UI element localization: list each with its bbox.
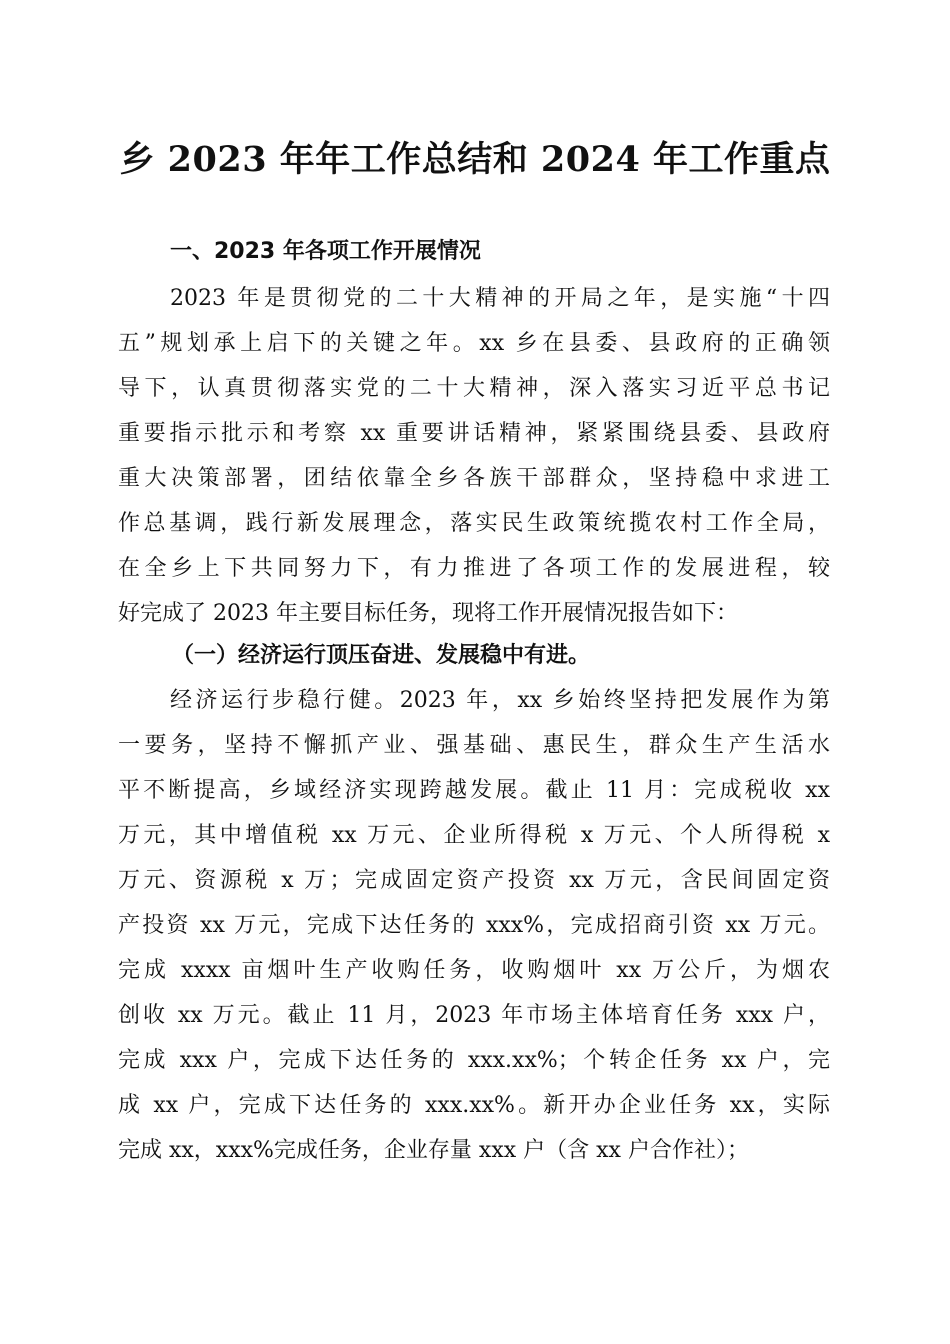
paragraph-line: 创收 xx 万元。截止 11 月，2023 年市场主体培育任务 xxx 户， — [118, 1003, 830, 1028]
paragraph-line: 重要指示批示和考察 xx 重要讲话精神，紧紧围绕县委、县政府 — [118, 421, 830, 446]
paragraph-line: 一要务，坚持不懈抓产业、强基础、惠民生，群众生产生活水 — [118, 733, 830, 758]
sub-heading-economy: （一）经济运行顶压奋进、发展稳中有进。 — [172, 642, 591, 668]
paragraph-line: 好完成了 2023 年主要目标任务，现将工作开展情况报告如下： — [118, 601, 738, 626]
section-heading: 一、2023 年各项工作开展情况 — [170, 239, 481, 264]
paragraph-line: 完成 xxx 户，完成下达任务的 xxx.xx%；个转企任务 xx 户，完 — [118, 1048, 830, 1073]
paragraph-line: 万元，其中增值税 xx 万元、企业所得税 x 万元、个人所得税 x — [118, 823, 830, 848]
paragraph-line: 作总基调，践行新发展理念，落实民生政策统揽农村工作全局， — [118, 511, 830, 536]
paragraph-economy — [118, 678, 830, 1173]
paragraph-overview — [118, 276, 830, 636]
paragraph-line: 导下，认真贯彻落实党的二十大精神，深入落实习近平总书记 — [118, 376, 830, 401]
paragraph-line: 平不断提高，乡域经济实现跨越发展。截止 11 月：完成税收 xx — [118, 778, 830, 803]
paragraph-line: 2023 年是贯彻党的二十大精神的开局之年，是实施“十四 — [170, 286, 830, 311]
paragraph-line: 经济运行步稳行健。2023 年，xx 乡始终坚持把发展作为第 — [170, 688, 830, 713]
document-title: 乡 2023 年年工作总结和 2024 年工作重点 — [119, 139, 831, 180]
paragraph-line: 万元、资源税 x 万；完成固定资产投资 xx 万元，含民间固定资 — [118, 868, 830, 893]
paragraph-line: 完成 xxxx 亩烟叶生产收购任务，收购烟叶 xx 万公斤，为烟农 — [118, 958, 830, 983]
paragraph-line: 在全乡上下共同努力下，有力推进了各项工作的发展进程，较 — [118, 556, 830, 581]
paragraph-line: 完成 xx，xxx%完成任务，企业存量 xxx 户（含 xx 户合作社）； — [118, 1138, 749, 1163]
paragraph-line: 五”规划承上启下的关键之年。xx 乡在县委、县政府的正确领 — [118, 331, 830, 356]
paragraph-line: 成 xx 户，完成下达任务的 xxx.xx%。新开办企业任务 xx，实际 — [118, 1093, 830, 1118]
paragraph-line: 重大决策部署，团结依靠全乡各族干部群众，坚持稳中求进工 — [118, 466, 830, 491]
paragraph-line: 产投资 xx 万元，完成下达任务的 xxx%，完成招商引资 xx 万元。 — [118, 913, 830, 938]
